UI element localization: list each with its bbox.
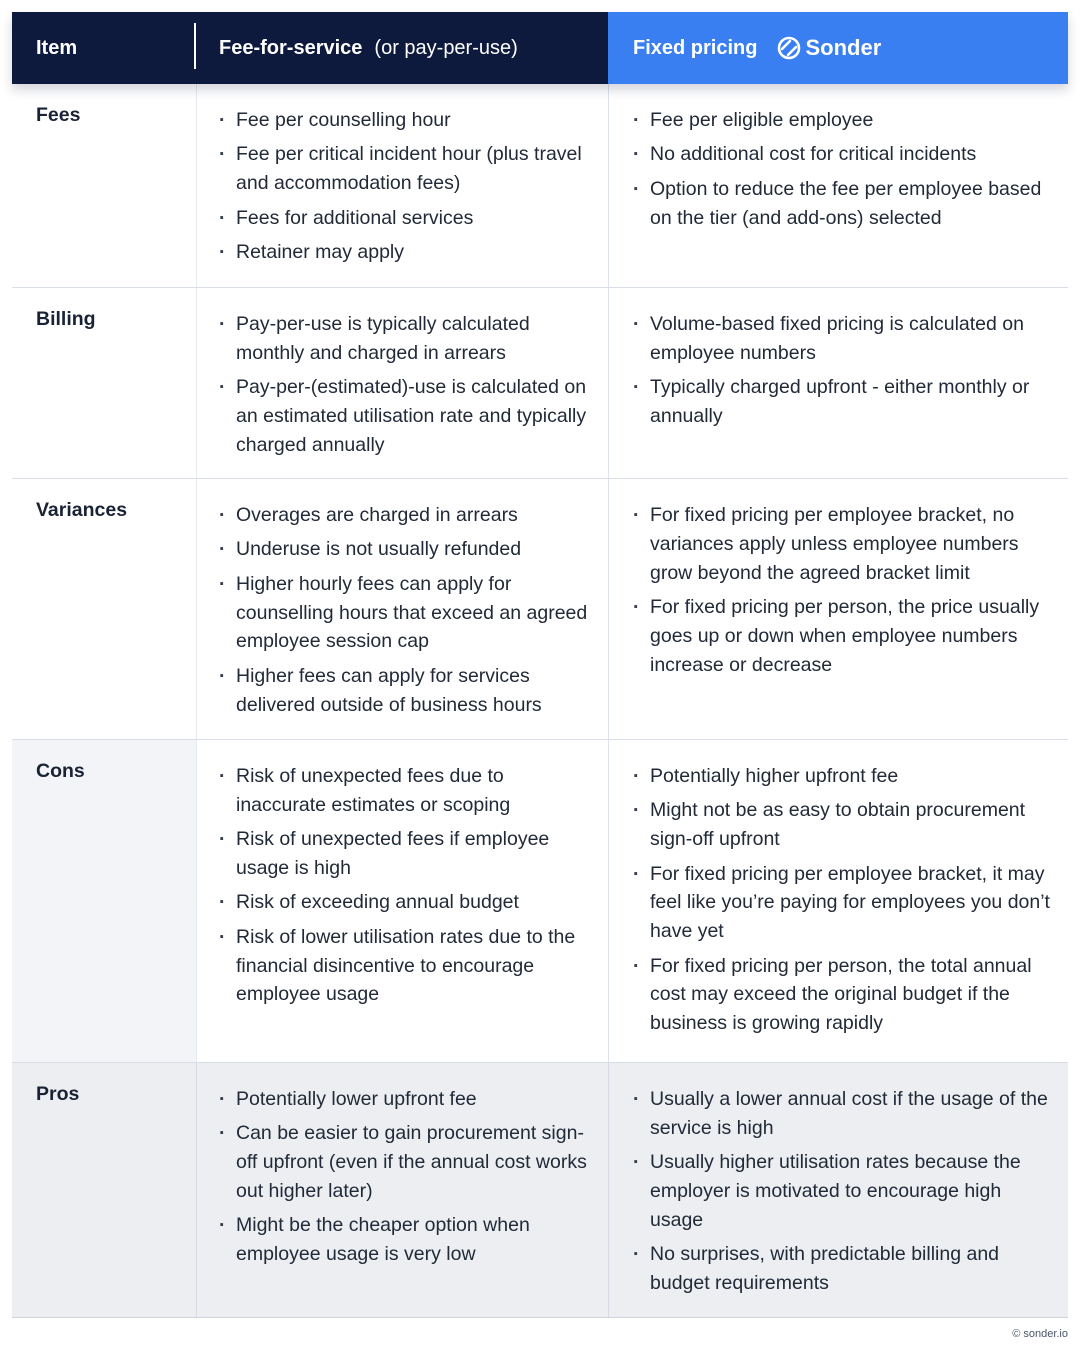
- list-item: · Risk of exceeding annual budget: [219, 888, 592, 917]
- list-item: · Underuse is not usually refunded: [219, 535, 592, 564]
- list-item: · For fixed pricing per person, the total annual cost may exceed the original budget if the business is growing rapidly: [633, 952, 1052, 1038]
- fixed-pricing-cell: [608, 1063, 1068, 1317]
- table-body: [12, 84, 1068, 1318]
- list-item: · Fee per critical incident hour (plus travel and accommodation fees): [219, 140, 592, 198]
- list-item: · No additional cost for critical incidents: [633, 140, 1052, 169]
- bullet-list: [219, 310, 592, 460]
- fixed-pricing-cell: [608, 288, 1068, 478]
- header-item: [12, 12, 196, 84]
- comparison-table: [12, 12, 1068, 1318]
- bullet-list: [219, 1085, 592, 1269]
- bullet-list: [633, 762, 1052, 1038]
- row-label: Pros: [36, 1083, 80, 1105]
- sonder-logo-icon: [777, 36, 801, 60]
- bullet-list: [633, 106, 1052, 232]
- table-row: [12, 84, 1068, 288]
- bullet-list: [219, 501, 592, 719]
- list-item: · For fixed pricing per employee bracket, it may feel like you’re paying for employees you don’t have yet: [633, 860, 1052, 946]
- list-item: · Might be the cheaper option when employee usage is very low: [219, 1211, 592, 1269]
- header-fee-for-service: [196, 12, 608, 84]
- brand-name: Sonder: [805, 35, 882, 60]
- list-item: · Can be easier to gain procurement sign-off upfront (even if the annual cost works out higher later): [219, 1119, 592, 1205]
- list-item: · Fee per counselling hour: [219, 106, 592, 135]
- list-item: · Pay-per-(estimated)-use is calculated on an estimated utilisation rate and typically charged annually: [219, 373, 592, 459]
- list-item: · Risk of unexpected fees if employee usage is high: [219, 825, 592, 883]
- list-item: · Retainer may apply: [219, 238, 592, 267]
- header-ffs-label: Fee-for-service: [219, 36, 363, 59]
- fixed-pricing-cell: [608, 479, 1068, 739]
- table-header: [12, 12, 1068, 84]
- list-item: · Usually a lower annual cost if the usage of the service is high: [633, 1085, 1052, 1143]
- bullet-list: [633, 310, 1052, 431]
- table-row: [12, 479, 1068, 740]
- header-fixed-label: Fixed pricing: [633, 36, 758, 59]
- row-label: Billing: [36, 308, 96, 330]
- table-row: [12, 740, 1068, 1063]
- table-row: [12, 1063, 1068, 1318]
- fee-for-service-cell: [196, 479, 608, 739]
- list-item: · Might not be as easy to obtain procurement sign-off upfront: [633, 796, 1052, 854]
- list-item: · Typically charged upfront - either monthly or annually: [633, 373, 1052, 431]
- bullet-list: [219, 762, 592, 1009]
- fixed-pricing-cell: [608, 740, 1068, 1062]
- header-ffs-sub: (or pay-per-use): [374, 36, 518, 59]
- fee-for-service-cell: [196, 288, 608, 478]
- sonder-logo: [777, 35, 881, 61]
- list-item: · Higher hourly fees can apply for counselling hours that exceed an agreed employee session cap: [219, 570, 592, 656]
- fee-for-service-cell: [196, 84, 608, 287]
- footer-credit: © sonder.io: [1012, 1328, 1068, 1340]
- list-item: · Pay-per-use is typically calculated monthly and charged in arrears: [219, 310, 592, 368]
- list-item: · Potentially lower upfront fee: [219, 1085, 592, 1114]
- fixed-pricing-cell: [608, 84, 1068, 287]
- list-item: · Risk of unexpected fees due to inaccurate estimates or scoping: [219, 762, 592, 820]
- list-item: · Fee per eligible employee: [633, 106, 1052, 135]
- list-item: · For fixed pricing per person, the price usually goes up or down when employee numbers increase or decrease: [633, 593, 1052, 679]
- list-item: · No surprises, with predictable billing and budget requirements: [633, 1240, 1052, 1298]
- list-item: · For fixed pricing per employee bracket, no variances apply unless employee numbers grow beyond the agreed bracket limit: [633, 501, 1052, 587]
- list-item: · Fees for additional services: [219, 204, 592, 233]
- list-item: · Usually higher utilisation rates because the employer is motivated to encourage high usage: [633, 1148, 1052, 1234]
- fee-for-service-cell: [196, 740, 608, 1062]
- header-item-label: Item: [36, 36, 78, 59]
- table-row: [12, 288, 1068, 479]
- header-fixed-pricing: [608, 12, 1068, 84]
- list-item: · Option to reduce the fee per employee based on the tier (and add-ons) selected: [633, 175, 1052, 233]
- bullet-list: [219, 106, 592, 267]
- list-item: · Overages are charged in arrears: [219, 501, 592, 530]
- list-item: · Higher fees can apply for services delivered outside of business hours: [219, 662, 592, 720]
- bullet-list: [633, 501, 1052, 679]
- bullet-list: [633, 1085, 1052, 1298]
- row-label: Fees: [36, 104, 81, 126]
- list-item: · Potentially higher upfront fee: [633, 762, 1052, 791]
- row-label: Variances: [36, 499, 128, 521]
- list-item: · Risk of lower utilisation rates due to the financial disincentive to encourage employee usage: [219, 923, 592, 1009]
- fee-for-service-cell: [196, 1063, 608, 1317]
- list-item: · Volume-based fixed pricing is calculated on employee numbers: [633, 310, 1052, 368]
- row-label: Cons: [12, 740, 196, 1062]
